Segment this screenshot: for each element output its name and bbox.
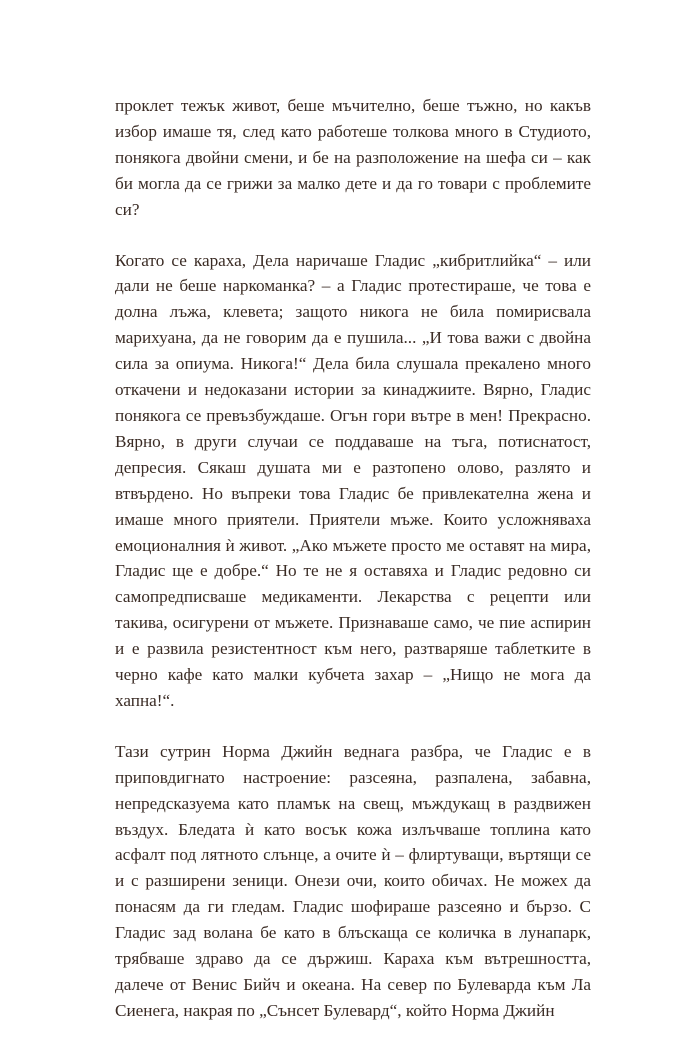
paragraph-2: Когато се караха, Дела наричаше Гладис „кибритлийка“ – или дали не беше наркоманка? – а Гладис протестираше, че това е долна лъжа, клевета; защото никога не била помирисвала марихуана, да не говорим да е пушила... „И това важи с двойна сила за опиума. Никога!“ Дела била слушала прекалено много откачени и недоказани истории за кинаджиите. Вярно, Гладис понякога се превъзбуждаше. Огън гори вътре в мен! Прекрасно. Вярно, в други случаи се поддаваше на тъга, потиснатост, депресия. Сякаш душата ми е разтопено олово, разлято и втвърдено. Но въпреки това Гладис бе привлекателна жена и имаше много приятели. Приятели мъже. Които усложняваха емоционалния ѝ живот. „Ако мъжете просто ме оставят на мира, Гладис ще е добре.“ Но те не я оставяха и Гладис редовно си самопредписваше медикаменти. Лекарства с рецепти или такива, осигурени от мъжете. Признаваше само, че пие аспирин и е развила резистентност към него, разтваряше таблетките в черно кафе като малки кубчета захар – „Нищо не мога да хапна!“. <box>115 250 591 710</box>
body-text <box>115 93 591 1049</box>
paragraph-1: проклет тежък живот, беше мъчително, беше тъжно, но какъв избор имаше тя, след като работеше толкова много в Студиото, понякога двойни смени, и бе на разположение на шефа си – как би могла да се грижи за малко дете и да го товари с проблемите си? <box>115 96 591 219</box>
paragraph-3: Тази сутрин Норма Джийн веднага разбра, че Гладис е в приповдигнато настроение: разсеяна, разпалена, забавна, непредсказуема като пламък на свещ, мъждукащ в раздвижен въздух. Бледата ѝ като восък кожа излъчваше топлина като асфалт под лятното слънце, а очите ѝ – флиртуващи, въртящи се и с разширени зеници. Онези очи, които обичах. Не можех да понасям да ги гледам. Гладис шофираше разсеяно и бързо. С Гладис зад волана бе като в блъскаща се количка в лунапарк, трябваше здраво да се държиш. Караха към вътрешността, далече от Венис Бийч и океана. На север по Булеварда към Ла Сиенега, накрая по „Сънсет Булевард“, който Норма Джийн <box>115 741 591 1020</box>
